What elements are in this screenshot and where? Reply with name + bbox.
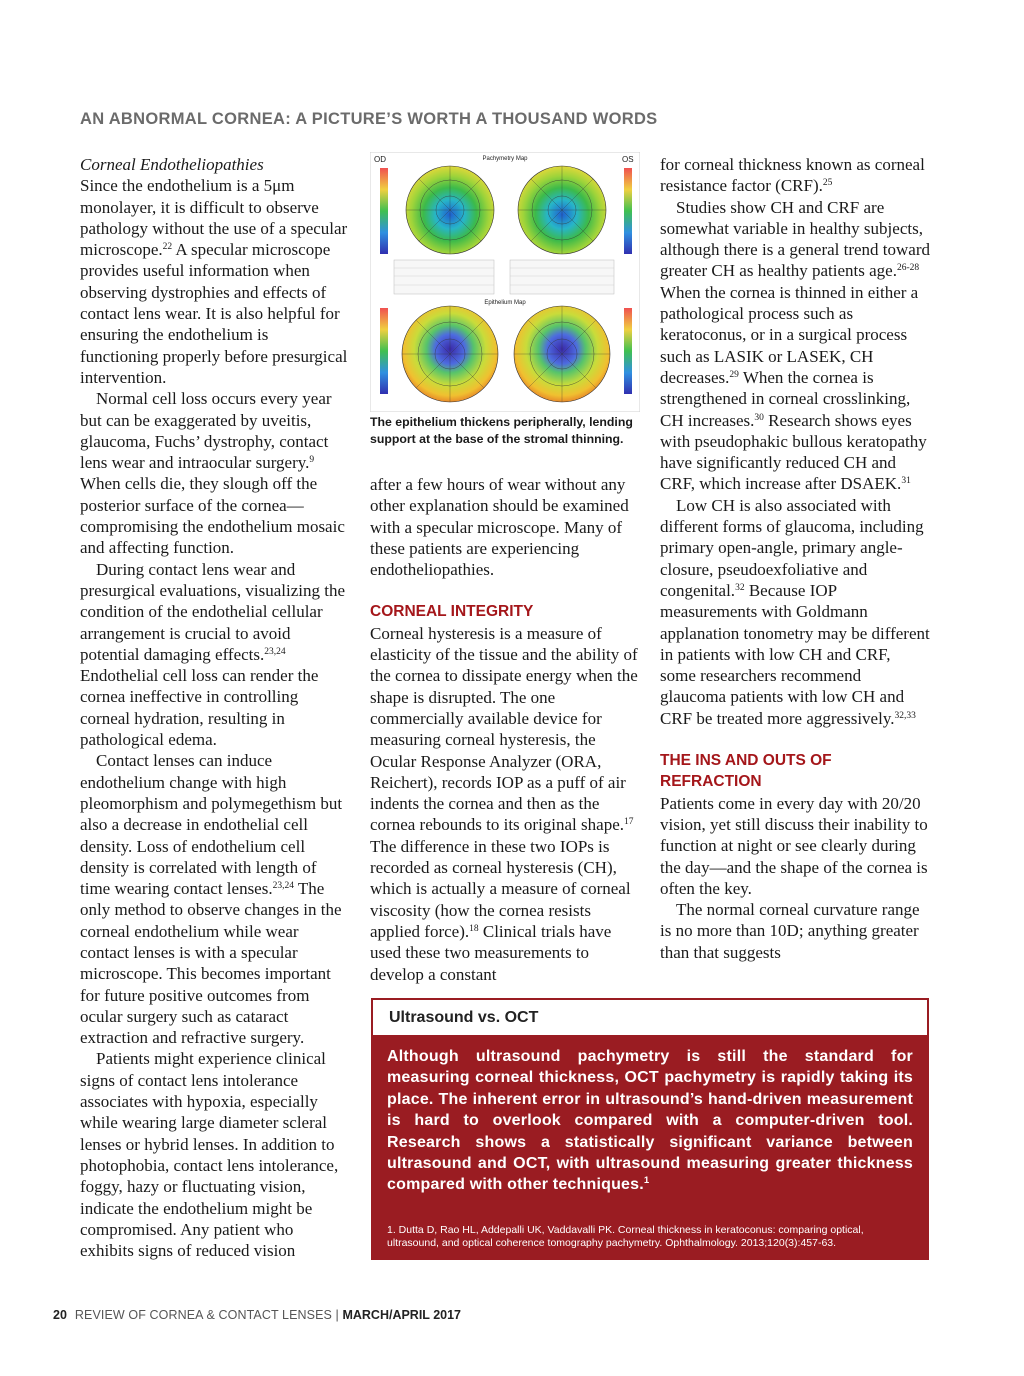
text-run: Studies show CH and CRF are somewhat variable in healthy subjects, although there is a general trend toward greater CH as healthy patients age.: [660, 197, 931, 281]
paragraph: [80, 388, 350, 558]
pachymetry-epithelium-maps: [370, 152, 640, 412]
section-banner: AN ABNORMAL CORNEA: A PICTURE’S WORTH A THOUSAND WORDS: [80, 110, 658, 128]
text-run: A specular microscope provides useful information when observing dystrophies and effects of contact lens wear. It is also helpful for ensuring the endothelium is functioning properly before presurgical intervention.: [80, 240, 348, 387]
text-run: Corneal hysteresis is a measure of elasticity of the tissue and the ability of the cornea to dissipate energy when the shape is disrupted. The one commercially available device for measuring corneal hysteresis, the Ocular Response Analyzer (ORA, Reichert), records IOP as a puff of air indents the cornea and then as the cornea rebounds to its original shape.: [370, 623, 638, 835]
paragraph: The normal corneal curvature range is no more than 10D; anything greater than that suggests: [660, 900, 920, 962]
paragraph: Patients come in every day with 20/20 vision, yet still discuss their inability to function at night or see clearly during the day—and the shape of the cornea is often the key.: [660, 793, 928, 898]
citation: 23,24: [272, 881, 294, 892]
citation: 29: [729, 369, 739, 380]
figure-caption: The epithelium thickens peripherally, lending support at the base of the stromal thinning.: [370, 415, 633, 446]
citation: 9: [309, 455, 315, 466]
text-run: Normal cell loss occurs every year but can be exaggerated by uveitis, glaucoma, Fuchs’ dystrophy, contact lens wear and intraocular surgery.: [80, 389, 332, 473]
paragraph: after a few hours of wear without any other explanation should be examined with a specular microscope. Many of these patients are experiencing endotheliopathies.: [370, 475, 629, 580]
issue-date: MARCH/APRIL 2017: [342, 1308, 462, 1322]
citation: 31: [901, 476, 911, 487]
epithelium-map-od: [402, 306, 498, 402]
citation: 30: [754, 412, 764, 423]
text-run: Low CH is also associated with different forms of glaucoma, including primary open-angle, primary angle-closure, pseudoexfoliative and congenital.: [660, 495, 924, 600]
text-run: When the cornea is thinned in either a pathological process such as keratoconus, or in a surgical process such as LASIK or LASEK, CH decreases.: [660, 282, 919, 387]
epithelium-map-title: Epithelium Map: [484, 300, 526, 306]
od-label: OD: [374, 155, 386, 164]
sidebar-title: Ultrasound vs. OCT: [373, 1000, 927, 1036]
text-run: The only method to observe changes in the corneal endothelium while wear contact lenses is with a specular microscope. This becomes important for future positive outcomes from ocular surgery such as cataract extraction and refractive surgery.: [80, 879, 342, 1048]
text-run: Although ultrasound pachymetry is still the standard for measuring corneal thickness, OCT pachymetry is rapidly taking its place. The inherent error in ultrasound’s hand-driven measurement is hard to overlook compared with a computer-driven tool. Research shows a statistically significant variance between ultrasound and OCT, with ultrasound measuring greater thickness compared with other techniques.: [387, 1048, 913, 1194]
text-run: During contact lens wear and presurgical evaluations, visualizing the condition of the endothelial cellular arrangement is crucial to avoid potential damaging effects.: [80, 559, 346, 664]
text-run: Contact lenses can induce endothelium change with high pleomorphism and polymegethism but also a decrease in endothelial cell density. Loss of endothelium cell density is correlated with length of time wearing contact lenses.: [80, 751, 343, 899]
text-run: for corneal thickness known as corneal resistance factor (CRF).: [660, 155, 925, 196]
citation: 22: [162, 242, 173, 253]
citation: 26-28: [896, 263, 920, 274]
paragraph: [660, 197, 930, 495]
paragraph: [660, 154, 930, 197]
text-run: The difference in these two IOPs is recorded as corneal hysteresis (CH), which is actually a measure of corneal viscosity (how the cornea resists applied force).: [370, 836, 631, 941]
citation: 32: [735, 582, 745, 593]
text-run: Since the endothelium is a 5μm monolayer, it is difficult to observe pathology without the use of a specular microscope.: [80, 176, 348, 260]
text-run: Research shows eyes with pseudophakic bullous keratopathy have significantly reduced CH and CRF, which increase after DSAEK.: [660, 410, 927, 494]
citation: 18: [469, 923, 479, 934]
heading-corneal-integrity: CORNEAL INTEGRITY: [370, 603, 534, 621]
text-run: When the cornea is strengthened in corneal crosslinking, CH increases.: [660, 367, 911, 430]
column-3: [660, 154, 930, 963]
citation: 23,24: [264, 646, 286, 657]
pachymetry-map-os: [518, 166, 606, 254]
text-run: Endothelial cell loss can render the cornea ineffective in controlling corneal hydration, resulting in pathological edema.: [80, 666, 319, 750]
corneal-maps-figure: [370, 152, 640, 412]
column-1: [80, 154, 350, 1261]
citation: 1: [643, 1175, 650, 1187]
pachymetry-map-od: [406, 166, 494, 254]
text-run: When cells die, they slough off the posterior surface of the cornea—compromising the endothelium mosaic and affecting function.: [80, 474, 345, 558]
paragraph: [80, 559, 350, 751]
os-label: OS: [622, 155, 634, 164]
pachymetry-scale-left: [380, 168, 388, 254]
paragraph: [370, 623, 640, 985]
text-run: Because IOP measurements with Goldmann applanation tonometry may be different in patients with low CH and CRF, some researchers recommend glaucoma patients with low CH and CRF be treated more aggressively.: [660, 580, 930, 728]
pachymetry-scale-right: [624, 168, 632, 254]
paragraph: [660, 495, 930, 729]
paragraph: [80, 750, 350, 1048]
epithelium-scale-right: [624, 308, 632, 394]
paragraph: [80, 175, 350, 388]
page-footer: [53, 1308, 461, 1322]
citation: 25: [822, 178, 833, 189]
pachymetry-map-title: Pachymetry Map: [482, 156, 528, 162]
subheading-corneal-endotheliopathies: Corneal Endotheliopathies: [80, 155, 264, 174]
sidebar-body: [387, 1046, 913, 1196]
citation: 32,33: [894, 710, 916, 721]
paragraph: Patients might experience clinical signs of contact lens intolerance associates with hypoxia, especially while wearing large diameter scleral lenses or hybrid lenses. In addition to photophobia, contact lens intolerance, foggy, hazy or fluctuating vision, indicate the endothelium might be compromised. Any patient who exhibits signs of reduced vision: [80, 1049, 339, 1261]
column-2: [370, 474, 640, 985]
text-run: Clinical trials have used these two measurements to develop a constant: [370, 921, 612, 984]
citation: 17: [624, 817, 634, 828]
sidebar-reference: 1. Dutta D, Rao HL, Addepalli UK, Vaddavalli PK. Corneal thickness in keratoconus: comparing optical, ultrasound, and optical coherence tomography pachymetry. Ophthalmology. 2013;120(3):457-63.: [387, 1224, 864, 1249]
sidebar-ultrasound-vs-oct: [371, 998, 929, 1260]
epithelium-map-os: [514, 306, 610, 402]
publication-name: REVIEW OF CORNEA & CONTACT LENSES |: [74, 1308, 343, 1322]
epithelium-scale-left: [380, 308, 388, 394]
page-number: 20: [53, 1308, 67, 1322]
heading-refraction: THE INS AND OUTS OF REFRACTION: [660, 752, 832, 791]
